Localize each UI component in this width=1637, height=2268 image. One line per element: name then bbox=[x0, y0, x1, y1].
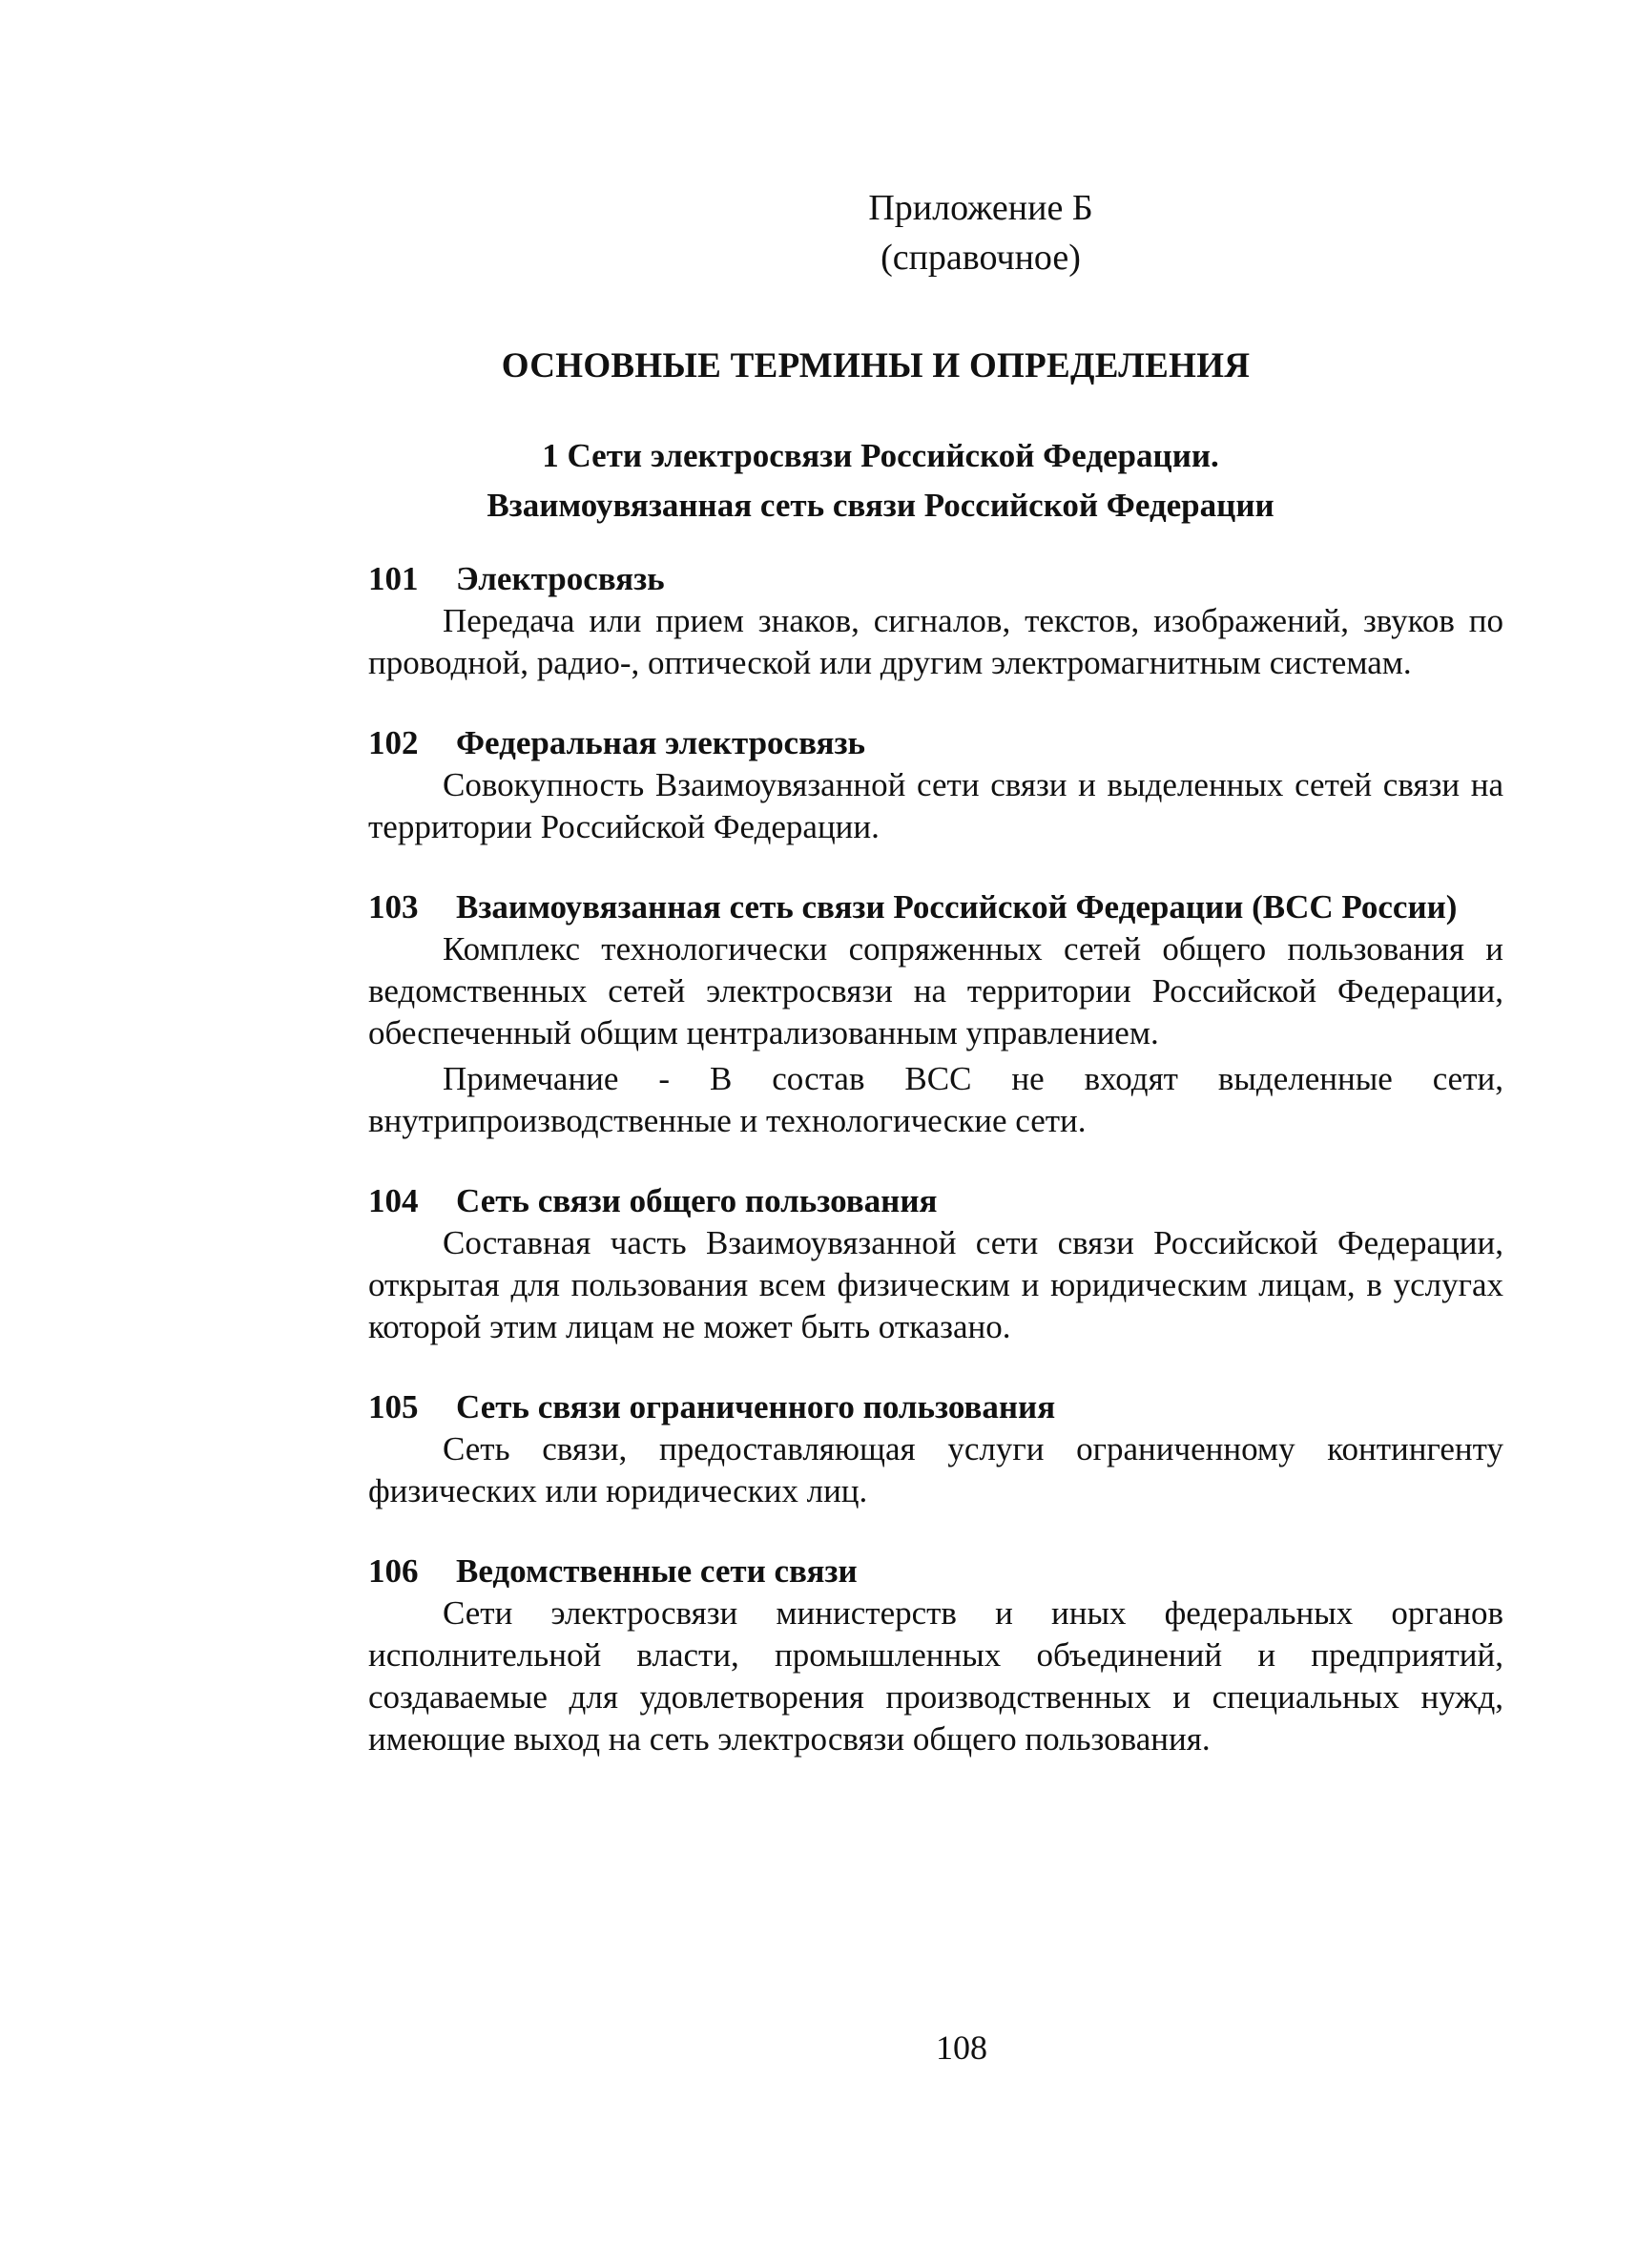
page-title: ОСНОВНЫЕ ТЕРМИНЫ И ОПРЕДЕЛЕНИЯ bbox=[501, 346, 1251, 385]
term-105 bbox=[368, 1386, 1503, 1512]
term-104 bbox=[368, 1180, 1503, 1348]
section-heading-line2: Взаимоувязанная сеть связи Российской Федерации bbox=[487, 487, 1274, 524]
appendix-header bbox=[0, 183, 1637, 282]
term-number: 104 bbox=[368, 1182, 419, 1219]
term-definition: Сеть связи, предоставляющая услуги ограниченному контингенту физических или юридических лиц. bbox=[368, 1430, 1503, 1509]
term-name: Ведомственные сети связи bbox=[456, 1552, 858, 1590]
term-heading bbox=[368, 886, 1503, 928]
term-102 bbox=[368, 722, 1503, 848]
term-heading bbox=[368, 558, 1503, 600]
term-heading bbox=[368, 1386, 1503, 1428]
term-definition: Составная часть Взаимоувязанной сети связи Российской Федерации, открытая для пользования всем физическим и юридическим лицам, в услугах которой этим лицам не может быть отказано. bbox=[368, 1224, 1503, 1345]
term-heading bbox=[368, 1550, 1503, 1592]
term-definition: Передача или прием знаков, сигналов, текстов, изображений, звуков по проводной, радио-, оптической или другим электромагнитным системам. bbox=[368, 602, 1503, 681]
term-definition: Комплекс технологически сопряженных сетей общего пользования и ведомственных сетей электросвязи на территории Российской Федерации, обеспеченный общим централизованным управлением. bbox=[368, 930, 1503, 1051]
term-number: 102 bbox=[368, 724, 419, 761]
term-103 bbox=[368, 886, 1503, 1142]
term-number: 105 bbox=[368, 1388, 419, 1425]
term-number: 101 bbox=[368, 560, 419, 597]
term-name: Федеральная электросвязь bbox=[456, 724, 866, 761]
term-heading bbox=[368, 1180, 1503, 1222]
term-name: Взаимоувязанная сеть связи Российской Федерации (ВСС России) bbox=[456, 888, 1458, 926]
term-definition: Сети электросвязи министерств и иных федеральных органов исполнительной власти, промышленных объединений и предприятий, создаваемые для удовлетворения производственных и специальных нужд, имеющие выход на сеть электросвязи общего пользования. bbox=[368, 1594, 1503, 1758]
term-name: Электросвязь bbox=[456, 560, 665, 597]
section-heading bbox=[0, 431, 1637, 531]
term-number: 106 bbox=[368, 1552, 419, 1590]
term-number: 103 bbox=[368, 888, 419, 926]
appendix-type: (справочное) bbox=[881, 238, 1081, 278]
section-heading-line1: 1 Сети электросвязи Российской Федерации. bbox=[542, 437, 1219, 474]
term-101 bbox=[368, 558, 1503, 684]
term-note: Примечание - В состав ВСС не входят выделенные сети, внутрипроизводственные и технологические сети. bbox=[368, 1060, 1503, 1139]
term-name: Сеть связи ограниченного пользования bbox=[456, 1388, 1056, 1425]
term-definition: Совокупность Взаимоувязанной сети связи и выделенных сетей связи на территории Российской Федерации. bbox=[368, 766, 1503, 845]
appendix-label: Приложение Б bbox=[868, 188, 1093, 228]
terms-list bbox=[368, 558, 1503, 1799]
term-name: Сеть связи общего пользования bbox=[456, 1182, 938, 1219]
term-106 bbox=[368, 1550, 1503, 1760]
page-number: 108 bbox=[936, 2029, 987, 2067]
term-heading bbox=[368, 722, 1503, 764]
